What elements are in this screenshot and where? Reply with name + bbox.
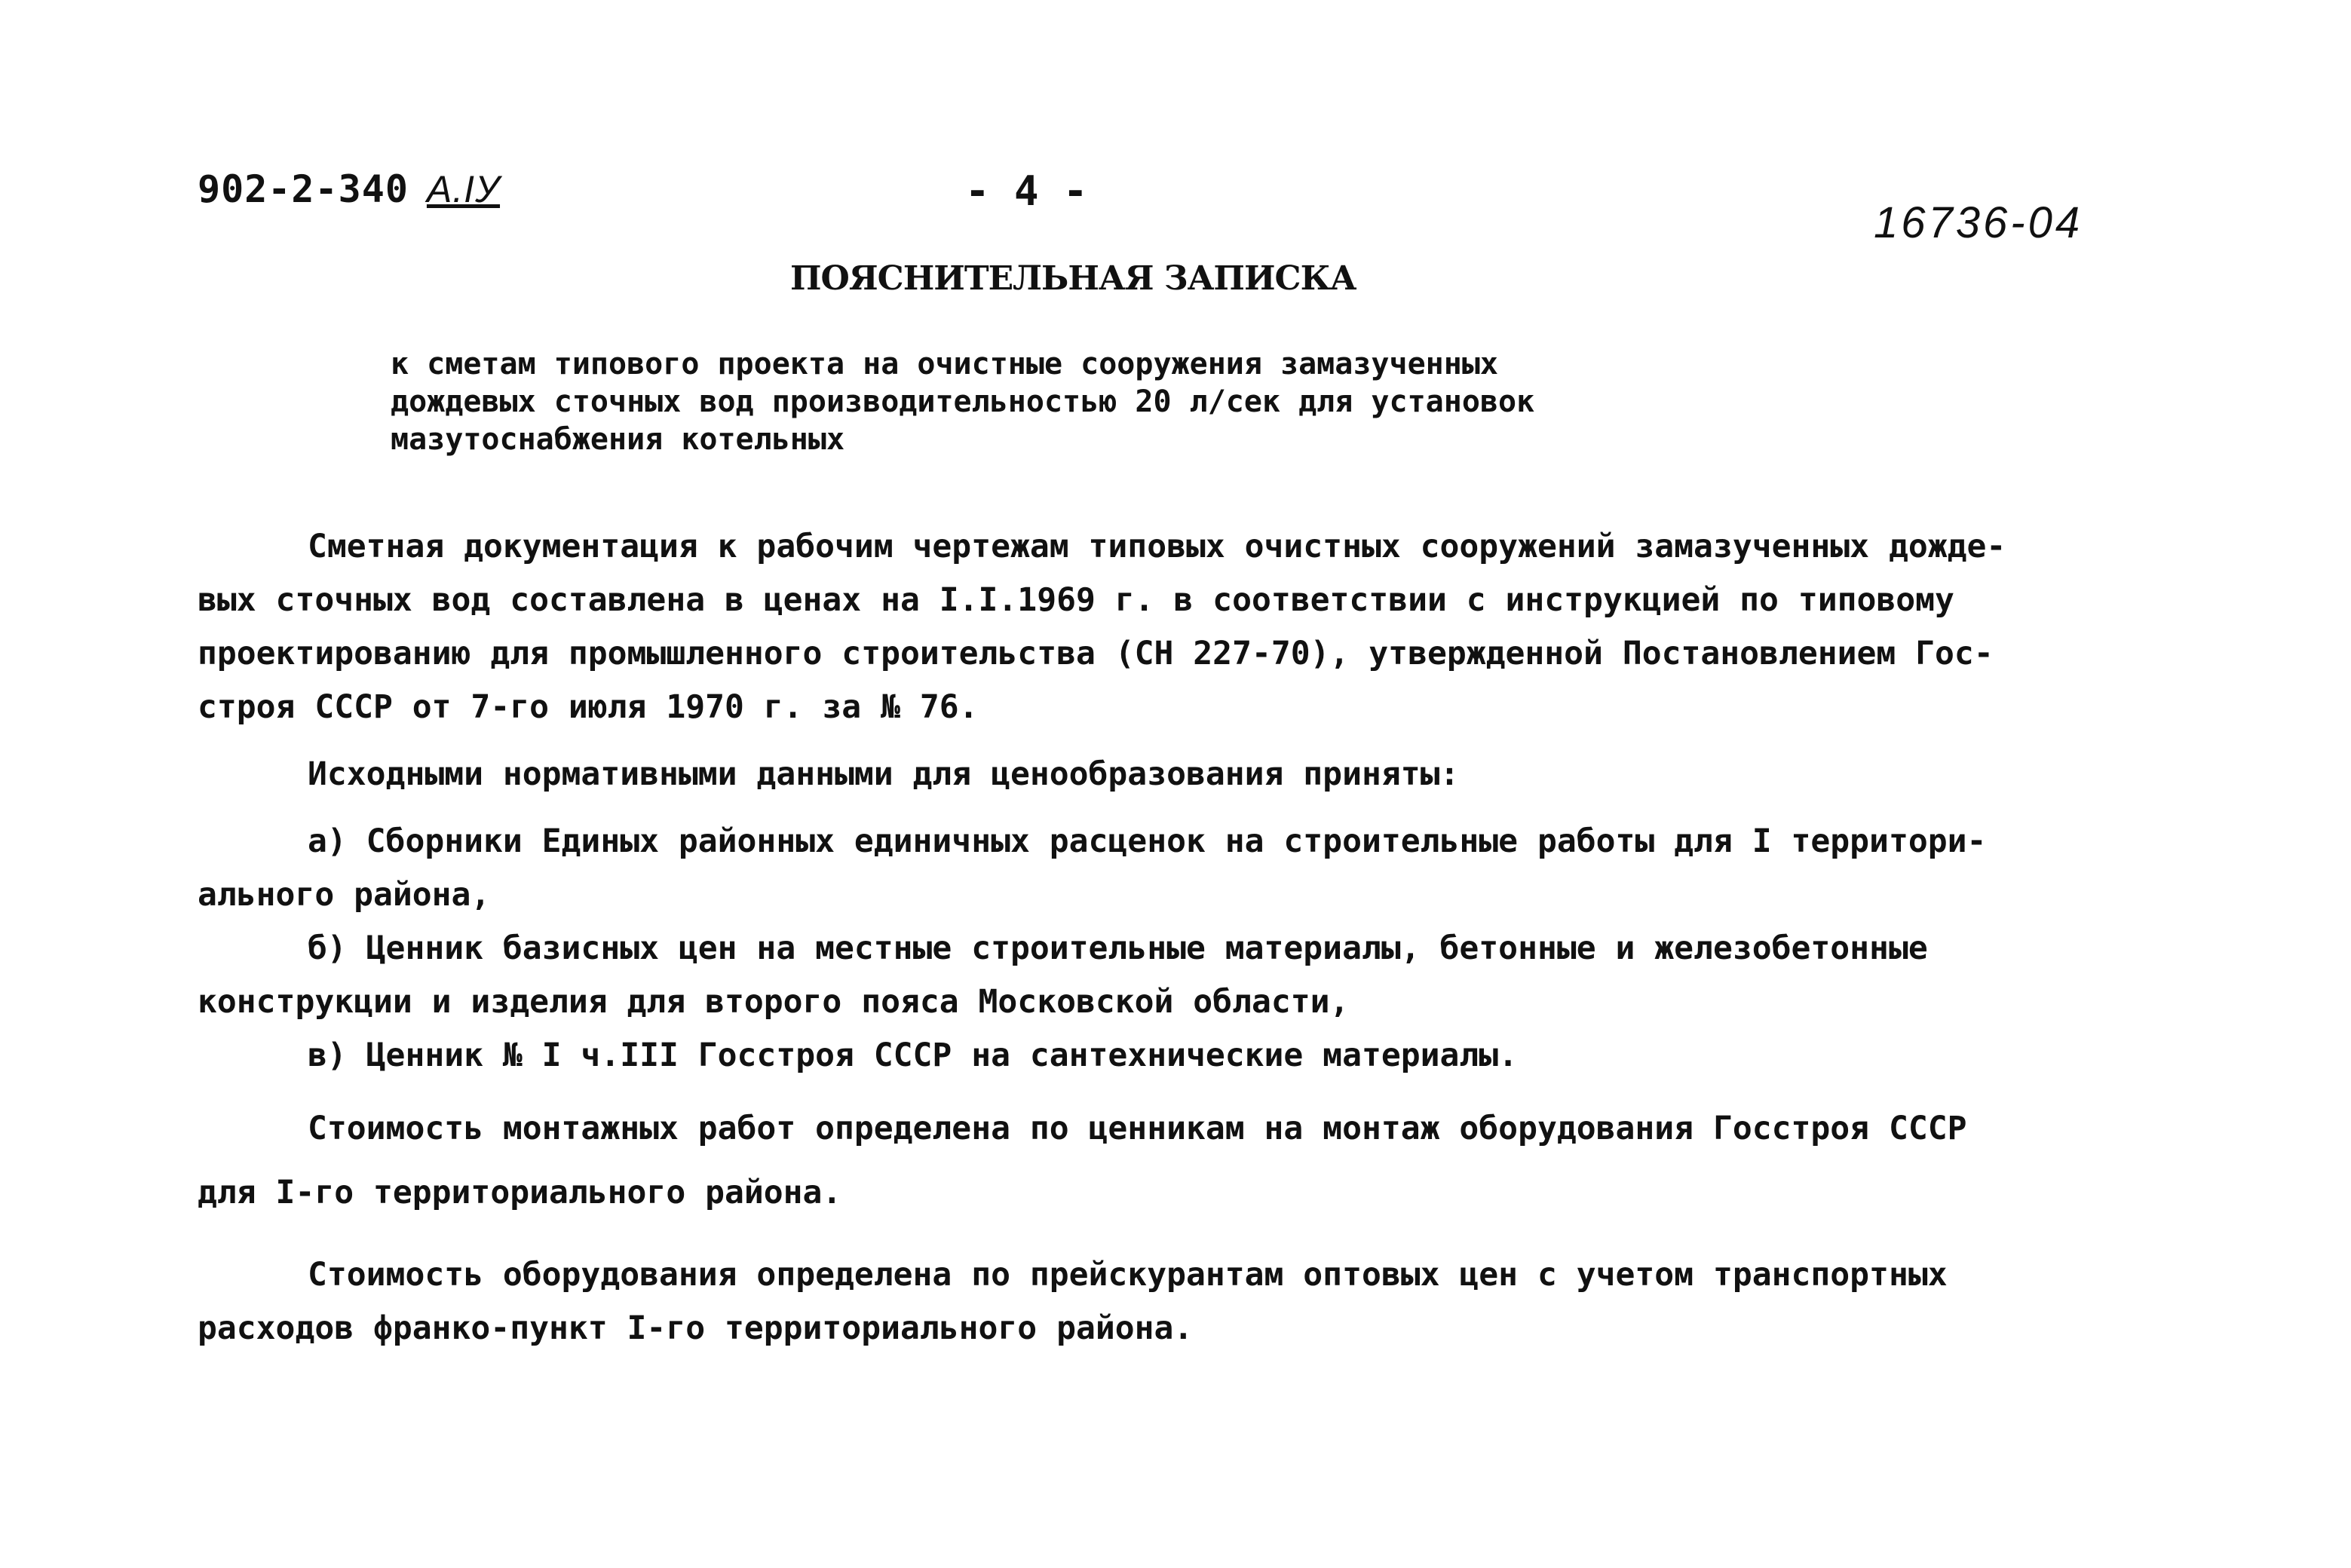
text-line: Исходными нормативными данными для ценообразования приняты: (308, 755, 1460, 793)
subtitle-line: к сметам типового проекта на очистные сооружения замазученных (391, 347, 1499, 381)
text-line: ального района, (198, 876, 491, 914)
subtitle-line: дождевых сточных вод производительностью 20 л/сек для установок (391, 384, 1535, 419)
text-line: конструкции и изделия для второго пояса Московской области, (198, 983, 1350, 1021)
text-line: а) Сборники Единых районных единичных расценок на строительные работы для I территори- (308, 822, 1987, 860)
paragraph-1 (198, 520, 2188, 734)
sheet-label: А.IУ (426, 168, 501, 210)
list-item-c (198, 1029, 2188, 1083)
subtitle (391, 345, 1823, 458)
list-item-a (198, 815, 2188, 922)
paragraph-2 (198, 748, 2188, 801)
text-line: Стоимость монтажных работ определена по ценникам на монтаж оборудования Госстроя СССР (308, 1110, 1967, 1147)
page-title: ПОЯСНИТЕЛЬНАЯ ЗАПИСКА (790, 259, 1356, 298)
text-line: расходов франко-пункт I-го территориального района. (198, 1309, 1194, 1347)
doc-code (198, 167, 500, 211)
page-number: - 4 - (965, 167, 1088, 215)
subtitle-line: мазутоснабжения котельных (391, 422, 845, 457)
text-line: вых сточных вод составлена в ценах на I.I.1969 г. в соответствии с инструкцией по типовому (198, 581, 1954, 619)
paragraph-3 (198, 1102, 2188, 1220)
archive-number: 16736-04 (1874, 198, 2083, 247)
body-text (198, 520, 2188, 1355)
text-line: Стоимость оборудования определена по прейскурантам оптовых цен с учетом транспортных (308, 1256, 1948, 1294)
doc-code-number: 902-2-340 (198, 167, 409, 211)
text-line: Сметная документация к рабочим чертежам типовых очистных сооружений замазученных дожде- (308, 528, 2006, 565)
list-item-b (198, 922, 2188, 1029)
text-line: проектированию для промышленного строительства (СН 227-70), утвержденной Постановлением Гос- (198, 635, 1994, 672)
text-line: для I-го территориального района. (198, 1174, 842, 1211)
text-line: б) Ценник базисных цен на местные строительные материалы, бетонные и железобетонные (308, 929, 1928, 967)
paragraph-4 (198, 1248, 2188, 1355)
text-line: строя СССР от 7-го июля 1970 г. за № 76. (198, 688, 979, 726)
text-line: в) Ценник № I ч.III Госстроя СССР на сантехнические материалы. (308, 1037, 1519, 1074)
